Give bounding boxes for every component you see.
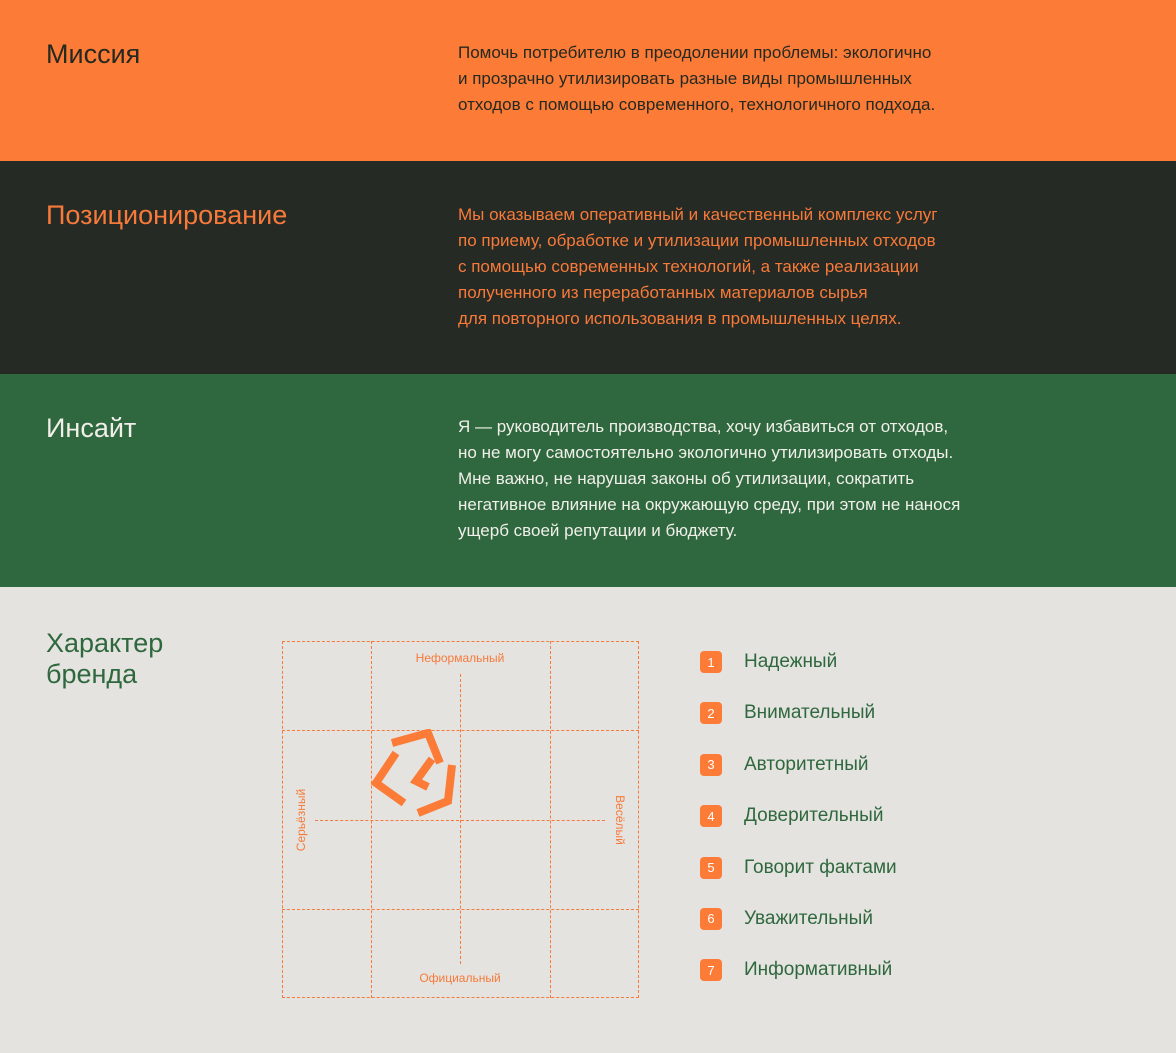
brand-character-title: Характер бренда <box>46 628 164 689</box>
trait-label: Надежный <box>744 651 838 672</box>
trait-number-badge: 6 <box>700 908 722 930</box>
trait-item <box>700 702 897 724</box>
trait-item <box>700 857 897 879</box>
trait-label: Говорит фактами <box>744 856 897 878</box>
grid-line <box>282 641 283 998</box>
insight-section <box>0 374 1176 587</box>
trait-label: Внимательный <box>744 702 876 724</box>
trait-item <box>700 651 897 673</box>
brand-traits-list <box>700 651 897 1011</box>
trait-number-badge: 2 <box>700 702 722 724</box>
trait-number-badge: 3 <box>700 754 722 776</box>
axis-label-informal: Неформальный <box>413 651 508 665</box>
trait-label: Доверительный <box>744 805 884 827</box>
axis-label-official: Официальный <box>416 971 503 985</box>
brand-logo-icon <box>370 729 464 823</box>
brand-character-section <box>0 587 1176 1053</box>
trait-item <box>700 805 897 827</box>
trait-number-badge: 4 <box>700 805 722 827</box>
insight-title: Инсайт <box>46 413 137 443</box>
positioning-title: Позиционирование <box>46 200 288 230</box>
trait-item <box>700 908 897 930</box>
trait-label: Авторитетный <box>744 753 869 775</box>
trait-number-badge: 7 <box>700 959 722 981</box>
grid-line <box>638 641 639 998</box>
trait-item <box>700 754 897 776</box>
grid-line <box>282 641 639 642</box>
mission-title: Миссия <box>46 39 141 69</box>
insight-text: Я — руководитель производства, хочу избавиться от отходов, но не могу самостоятельно экологично утилизировать отходы. Мне важно, не нарушая законы об утилизации, сократить негативное влияние на окружающую среду, при этом не нанося ущерб своей репутации и бюджету. <box>458 417 961 540</box>
axis-label-serious: Серьёзный <box>294 786 308 854</box>
brand-matrix <box>282 641 639 998</box>
trait-label: Информативный <box>744 959 893 981</box>
trait-label: Уважительный <box>744 907 873 929</box>
grid-line <box>282 997 639 998</box>
trait-item <box>700 959 897 981</box>
mission-section <box>0 0 1176 161</box>
mission-text: Помочь потребителю в преодолении проблемы: экологично и прозрачно утилизировать разные виды промышленных отходов с помощью современного, технологичного подхода. <box>458 43 936 114</box>
trait-number-badge: 5 <box>700 857 722 879</box>
axis-label-cheerful: Весёлый <box>613 792 627 848</box>
positioning-text: Мы оказываем оперативный и качественный комплекс услуг по приему, обработке и утилизации промышленных отходов с помощью современных технологий, а также реализации полученного из переработанных материалов сырья для повторного использования в промышленных целях. <box>458 205 938 328</box>
trait-number-badge: 1 <box>700 651 722 673</box>
positioning-section <box>0 161 1176 374</box>
